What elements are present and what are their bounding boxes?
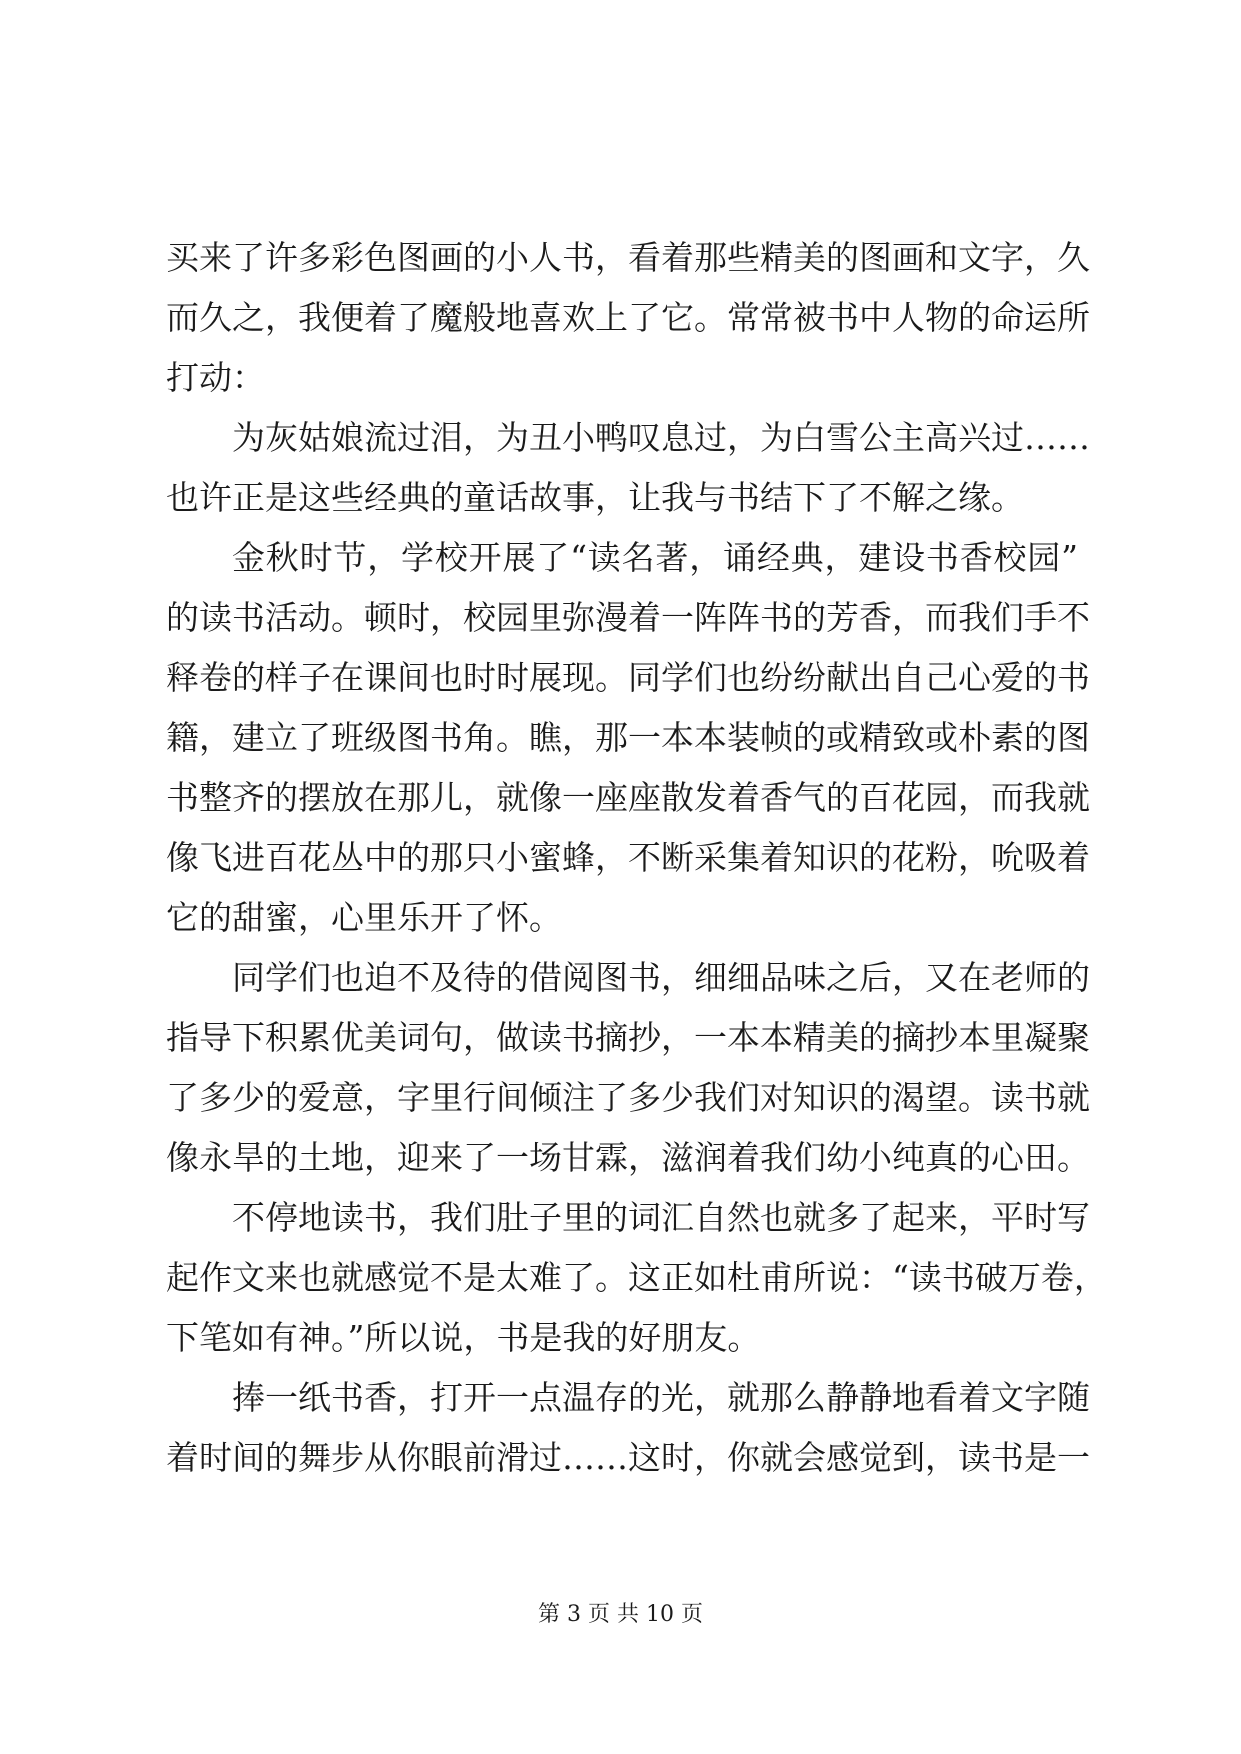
text-line: 捧一纸书香，打开一点温存的光，就那么静静地看着文字随 [232, 1378, 1090, 1417]
text-line: 像永旱的土地，迎来了一场甘霖，滋润着我们幼小纯真的心田。 [166, 1138, 1090, 1177]
text-line: 着时间的舞步从你眼前滑过……这时，你就会感觉到，读书是一 [166, 1438, 1090, 1477]
text-line: 像飞进百花丛中的那只小蜜蜂，不断采集着知识的花粉，吮吸着 [166, 838, 1090, 877]
text-line: 金秋时节，学校开展了“读名著，诵经典，建设书香校园” [232, 538, 1078, 577]
text-line: 指导下积累优美词句，做读书摘抄，一本本精美的摘抄本里凝聚 [166, 1018, 1090, 1057]
text-line: 而久之，我便着了魔般地喜欢上了它。常常被书中人物的命运所 [166, 298, 1090, 337]
text-line: 的读书活动。顿时，校园里弥漫着一阵阵书的芳香，而我们手不 [166, 598, 1090, 637]
text-line: 了多少的爱意，字里行间倾注了多少我们对知识的渴望。读书就 [166, 1078, 1090, 1117]
text-line: 同学们也迫不及待的借阅图书，细细品味之后，又在老师的 [232, 958, 1090, 997]
text-line: 不停地读书，我们肚子里的词汇自然也就多了起来，平时写 [232, 1198, 1090, 1237]
text-line: 它的甜蜜，心里乐开了怀。 [166, 898, 562, 937]
text-line: 买来了许多彩色图画的小人书，看着那些精美的图画和文字，久 [166, 238, 1090, 277]
text-line: 下笔如有神。”所以说，书是我的好朋友。 [166, 1318, 761, 1357]
text-line: 起作文来也就感觉不是太难了。这正如杜甫所说：“读书破万卷， [166, 1258, 1107, 1297]
text-line: 释卷的样子在课间也时时展现。同学们也纷纷献出自己心爱的书 [166, 658, 1090, 697]
text-line: 也许正是这些经典的童话故事，让我与书结下了不解之缘。 [166, 478, 1024, 517]
text-line: 籍，建立了班级图书角。瞧，那一本本装帧的或精致或朴素的图 [166, 718, 1090, 757]
document-body [166, 228, 1107, 1488]
text-line: 书整齐的摆放在那儿，就像一座座散发着香气的百花园，而我就 [166, 778, 1090, 817]
page-number-footer: 第 3 页 共 10 页 [538, 1602, 703, 1627]
text-line: 打动： [166, 358, 265, 397]
text-line: 为灰姑娘流过泪，为丑小鸭叹息过，为白雪公主高兴过…… [232, 418, 1090, 457]
